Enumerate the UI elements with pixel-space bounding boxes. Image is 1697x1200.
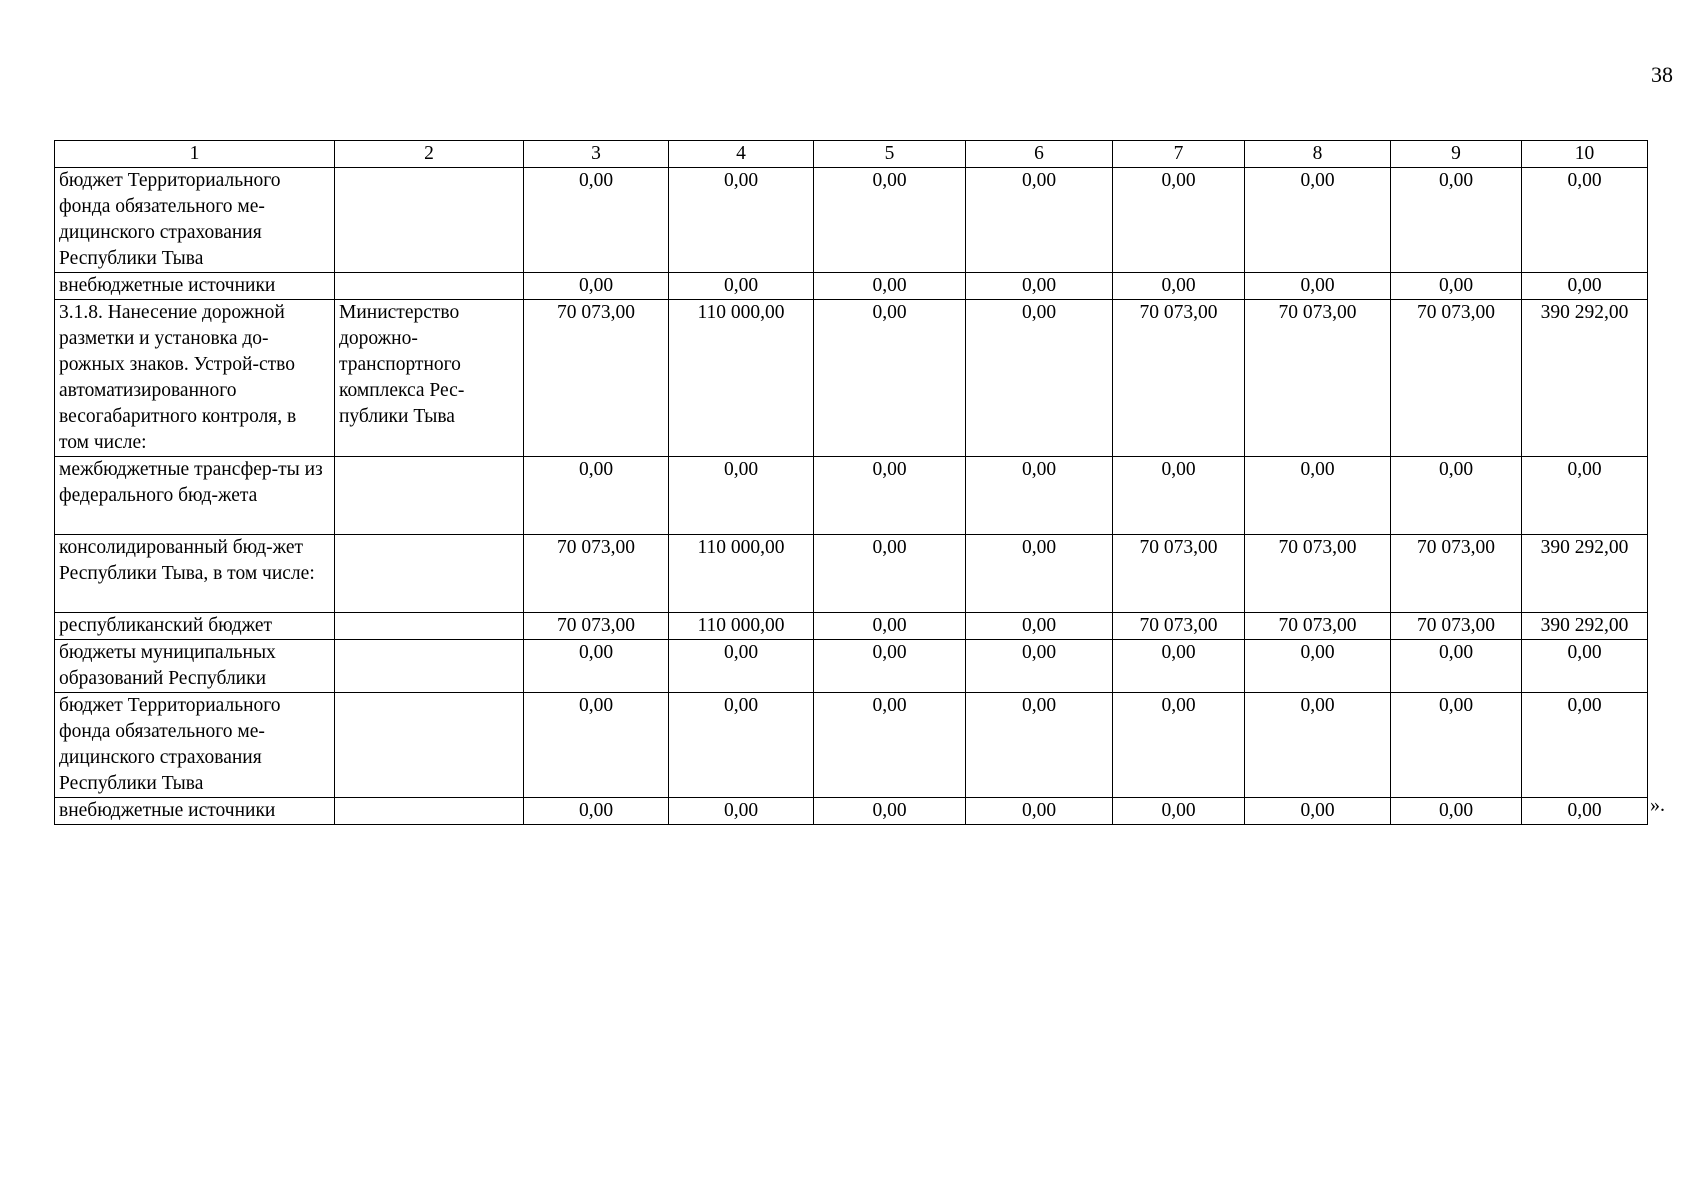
value-cell: 0,00 (1522, 457, 1648, 535)
value-cell: 110 000,00 (669, 300, 814, 457)
value-cell: 0,00 (1245, 457, 1391, 535)
value-cell: 70 073,00 (1245, 535, 1391, 613)
value-cell: 0,00 (966, 693, 1113, 798)
value-cell: 0,00 (669, 273, 814, 300)
table-row (55, 273, 1648, 300)
value-cell: 0,00 (814, 457, 966, 535)
column-header: 10 (1522, 141, 1648, 168)
value-cell: 0,00 (1391, 640, 1522, 693)
value-cell: 0,00 (966, 168, 1113, 273)
value-cell: 390 292,00 (1522, 300, 1648, 457)
value-cell: 110 000,00 (669, 613, 814, 640)
value-cell: 0,00 (524, 168, 669, 273)
value-cell: 0,00 (814, 640, 966, 693)
value-cell: 0,00 (1113, 640, 1245, 693)
value-cell: 70 073,00 (1391, 300, 1522, 457)
value-cell: 0,00 (1522, 273, 1648, 300)
column-header: 5 (814, 141, 966, 168)
responsible-agency (335, 535, 524, 613)
page-number: 38 (1651, 62, 1673, 87)
column-header: 3 (524, 141, 669, 168)
closing-quote-mark: ». (1650, 794, 1665, 816)
row-label: бюджет Территориального фонда обязательного ме-дицинского страхования Республики Тыва (55, 168, 335, 273)
row-label: бюджет Территориального фонда обязательного ме-дицинского страхования Республики Тыва (55, 693, 335, 798)
value-cell: 0,00 (814, 613, 966, 640)
row-label: бюджеты муниципальных образований Республики (55, 640, 335, 693)
column-header: 8 (1245, 141, 1391, 168)
value-cell: 0,00 (669, 798, 814, 825)
value-cell: 0,00 (1113, 798, 1245, 825)
table-row (55, 457, 1648, 535)
table-row (55, 798, 1648, 825)
value-cell: 0,00 (669, 457, 814, 535)
value-cell: 0,00 (1245, 693, 1391, 798)
value-cell: 0,00 (814, 168, 966, 273)
value-cell: 390 292,00 (1522, 535, 1648, 613)
value-cell: 0,00 (524, 457, 669, 535)
value-cell: 0,00 (966, 300, 1113, 457)
responsible-agency (335, 693, 524, 798)
budget-table (54, 140, 1648, 825)
row-label: внебюджетные источники (55, 798, 335, 825)
value-cell: 0,00 (1391, 273, 1522, 300)
value-cell: 0,00 (814, 693, 966, 798)
value-cell: 0,00 (814, 273, 966, 300)
row-label: внебюджетные источники (55, 273, 335, 300)
value-cell: 0,00 (669, 693, 814, 798)
responsible-agency: Министерство дорожно-транспортного комплекса Рес-публики Тыва (335, 300, 524, 457)
value-cell: 0,00 (1113, 273, 1245, 300)
table-row (55, 613, 1648, 640)
column-header: 7 (1113, 141, 1245, 168)
responsible-agency (335, 640, 524, 693)
column-header: 6 (966, 141, 1113, 168)
column-header: 9 (1391, 141, 1522, 168)
value-cell: 70 073,00 (1113, 535, 1245, 613)
value-cell: 70 073,00 (524, 613, 669, 640)
table-row (55, 640, 1648, 693)
value-cell: 0,00 (1391, 693, 1522, 798)
table-row (55, 693, 1648, 798)
table-row (55, 300, 1648, 457)
value-cell: 0,00 (669, 168, 814, 273)
table-row (55, 168, 1648, 273)
column-header: 1 (55, 141, 335, 168)
value-cell: 0,00 (524, 798, 669, 825)
value-cell: 0,00 (1522, 693, 1648, 798)
value-cell: 0,00 (1245, 168, 1391, 273)
value-cell: 70 073,00 (1245, 613, 1391, 640)
value-cell: 0,00 (1522, 798, 1648, 825)
value-cell: 0,00 (966, 640, 1113, 693)
value-cell: 0,00 (814, 798, 966, 825)
value-cell: 0,00 (1391, 798, 1522, 825)
column-header: 2 (335, 141, 524, 168)
value-cell: 70 073,00 (1391, 613, 1522, 640)
value-cell: 0,00 (524, 640, 669, 693)
table-row (55, 535, 1648, 613)
value-cell: 0,00 (1245, 273, 1391, 300)
value-cell: 0,00 (966, 613, 1113, 640)
value-cell: 0,00 (1113, 693, 1245, 798)
value-cell: 0,00 (1113, 457, 1245, 535)
value-cell: 0,00 (1245, 798, 1391, 825)
value-cell: 70 073,00 (1391, 535, 1522, 613)
value-cell: 0,00 (1245, 640, 1391, 693)
value-cell: 0,00 (1522, 168, 1648, 273)
value-cell: 0,00 (669, 640, 814, 693)
value-cell: 70 073,00 (524, 300, 669, 457)
row-label: 3.1.8. Нанесение дорожной разметки и установка до-рожных знаков. Устрой-ство автоматизированного весогабаритного контроля, в том числе: (55, 300, 335, 457)
value-cell: 0,00 (966, 273, 1113, 300)
value-cell: 0,00 (1391, 457, 1522, 535)
value-cell: 0,00 (966, 535, 1113, 613)
column-header: 4 (669, 141, 814, 168)
responsible-agency (335, 168, 524, 273)
value-cell: 390 292,00 (1522, 613, 1648, 640)
responsible-agency (335, 273, 524, 300)
value-cell: 110 000,00 (669, 535, 814, 613)
value-cell: 0,00 (966, 798, 1113, 825)
value-cell: 0,00 (1522, 640, 1648, 693)
value-cell: 70 073,00 (1245, 300, 1391, 457)
value-cell: 70 073,00 (1113, 300, 1245, 457)
value-cell: 70 073,00 (1113, 613, 1245, 640)
value-cell: 0,00 (814, 300, 966, 457)
value-cell: 0,00 (524, 273, 669, 300)
row-label: консолидированный бюд-жет Республики Тыва, в том числе: (55, 535, 335, 613)
value-cell: 0,00 (814, 535, 966, 613)
value-cell: 0,00 (966, 457, 1113, 535)
responsible-agency (335, 613, 524, 640)
responsible-agency (335, 457, 524, 535)
value-cell: 70 073,00 (524, 535, 669, 613)
column-number-row (55, 141, 1648, 168)
value-cell: 0,00 (1391, 168, 1522, 273)
responsible-agency (335, 798, 524, 825)
row-label: республиканский бюджет (55, 613, 335, 640)
value-cell: 0,00 (524, 693, 669, 798)
value-cell: 0,00 (1113, 168, 1245, 273)
row-label: межбюджетные трансфер-ты из федерального бюд-жета (55, 457, 335, 535)
